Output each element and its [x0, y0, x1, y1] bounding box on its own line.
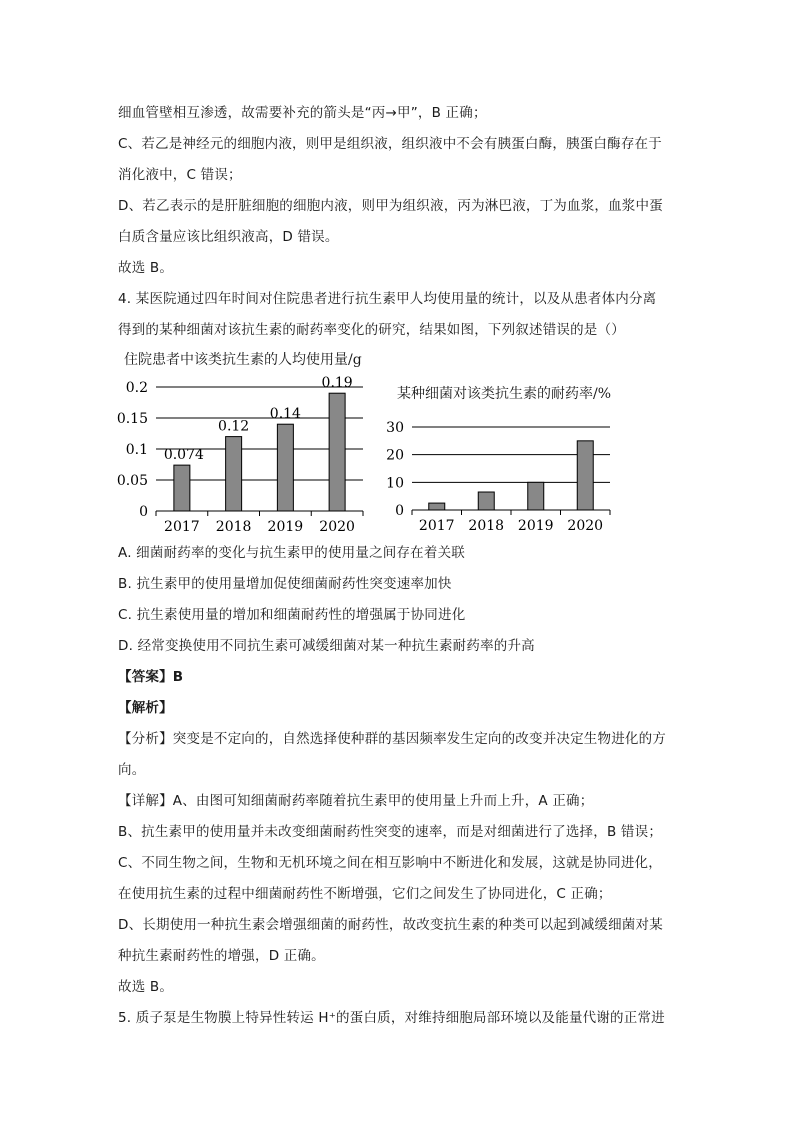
- text-line: 白质含量应该比组织液高，D 错误。: [118, 229, 339, 245]
- text-line: 消化液中，C 错误；: [118, 167, 242, 183]
- chart-usage: [118, 345, 378, 535]
- x-tick-label: 2017: [164, 519, 200, 535]
- x-tick-label: 2019: [517, 518, 554, 534]
- chart-usage-svg: [118, 345, 378, 535]
- y-tick-label: 20: [386, 447, 404, 464]
- data-label: 0.074: [163, 447, 204, 464]
- analysis-line: 向。: [118, 762, 146, 778]
- data-label: 0.12: [218, 418, 250, 435]
- detail-line: C、不同生物之间，生物和无机环境之间在相互影响中不断进化和发展，这就是协同进化，: [118, 855, 662, 871]
- question-4-stem: 4. 某医院通过四年时间对住院患者进行抗生素甲人均使用量的统计，以及从患者体内分离: [118, 291, 657, 307]
- detail-line: B、抗生素甲的使用量并未改变细菌耐药性突变的速率，而是对细菌进行了选择，B 错误；: [118, 824, 663, 840]
- option-b: B. 抗生素甲的使用量增加促使细菌耐药性突变速率加快: [118, 576, 452, 592]
- chart-usage-title: 住院患者中该类抗生素的人均使用量/g: [124, 352, 362, 368]
- option-a: A. 细菌耐药率的变化与抗生素甲的使用量之间存在着关联: [118, 545, 465, 561]
- x-tick-label: 2018: [215, 519, 252, 535]
- text-line: 故选 B。: [118, 260, 174, 276]
- y-tick-label: 0: [395, 503, 404, 519]
- detail-line: 种抗生素耐药性的增强，D 正确。: [118, 948, 325, 964]
- text-line: 细血管壁相互渗透，故需要补充的箭头是“丙→甲”，B 正确；: [118, 105, 487, 121]
- y-tick-label: 0.05: [116, 473, 148, 489]
- analysis-label: 【解析】: [118, 700, 173, 716]
- chart-resistance: [385, 345, 625, 535]
- chart-resistance-title: 某种细菌对该类抗生素的耐药率/%: [397, 386, 612, 402]
- y-tick-label: 10: [386, 475, 404, 492]
- bar: [174, 465, 190, 511]
- question-4-stem: 得到的某种细菌对该抗生素的耐药率变化的研究，结果如图，下列叙述错误的是（）: [118, 322, 625, 338]
- bar: [577, 441, 593, 510]
- x-tick-label: 2019: [267, 519, 304, 535]
- detail-line: 【详解】A、由图可知细菌耐药率随着抗生素甲的使用量上升而上升，A 正确；: [118, 793, 594, 809]
- x-tick-label: 2020: [319, 519, 355, 535]
- y-tick-label: 30: [386, 420, 404, 436]
- bar: [277, 424, 293, 511]
- y-tick-label: 0.1: [125, 442, 148, 458]
- x-tick-label: 2020: [567, 518, 604, 534]
- analysis-line: 【分析】突变是不定向的，自然选择使种群的基因频率发生定向的改变并决定生物进化的方: [118, 731, 666, 747]
- bar: [478, 492, 494, 510]
- bar: [329, 393, 345, 511]
- answer-label: 【答案】B: [118, 669, 184, 685]
- data-label: 0.14: [269, 406, 301, 423]
- data-label: 0.19: [321, 375, 353, 392]
- detail-line: D、长期使用一种抗生素会增强细菌的耐药性，故改变抗生素的种类可以起到减缓细菌对某: [118, 917, 663, 933]
- y-tick-label: 0.15: [116, 411, 148, 427]
- option-c: C. 抗生素使用量的增加和细菌耐药性的增强属于协同进化: [118, 607, 466, 623]
- x-tick-label: 2017: [418, 518, 455, 534]
- y-tick-label: 0: [139, 504, 148, 520]
- detail-line: 故选 B。: [118, 979, 174, 995]
- y-tick-label: 0.2: [125, 380, 148, 396]
- question-5-stem: 5. 质子泵是生物膜上特异性转运 H⁺的蛋白质，对维持细胞局部环境以及能量代谢的正常进: [118, 1010, 665, 1026]
- bar: [226, 437, 242, 511]
- bar: [429, 503, 445, 510]
- bar: [528, 482, 544, 510]
- x-tick-label: 2018: [468, 518, 505, 534]
- detail-line: 在使用抗生素的过程中细菌耐药性不断增强，它们之间发生了协同进化，C 正确；: [118, 886, 612, 902]
- text-line: D、若乙表示的是肝脏细胞的细胞内液，则甲为组织液，丙为淋巴液，丁为血浆，血浆中蛋: [118, 198, 663, 214]
- option-d: D. 经常变换使用不同抗生素可减缓细菌对某一种抗生素耐药率的升高: [118, 638, 535, 654]
- text-line: C、若乙是神经元的细胞内液，则甲是组织液，组织液中不会有胰蛋白酶，胰蛋白酶存在于: [118, 136, 662, 152]
- chart-resistance-svg: [385, 345, 625, 535]
